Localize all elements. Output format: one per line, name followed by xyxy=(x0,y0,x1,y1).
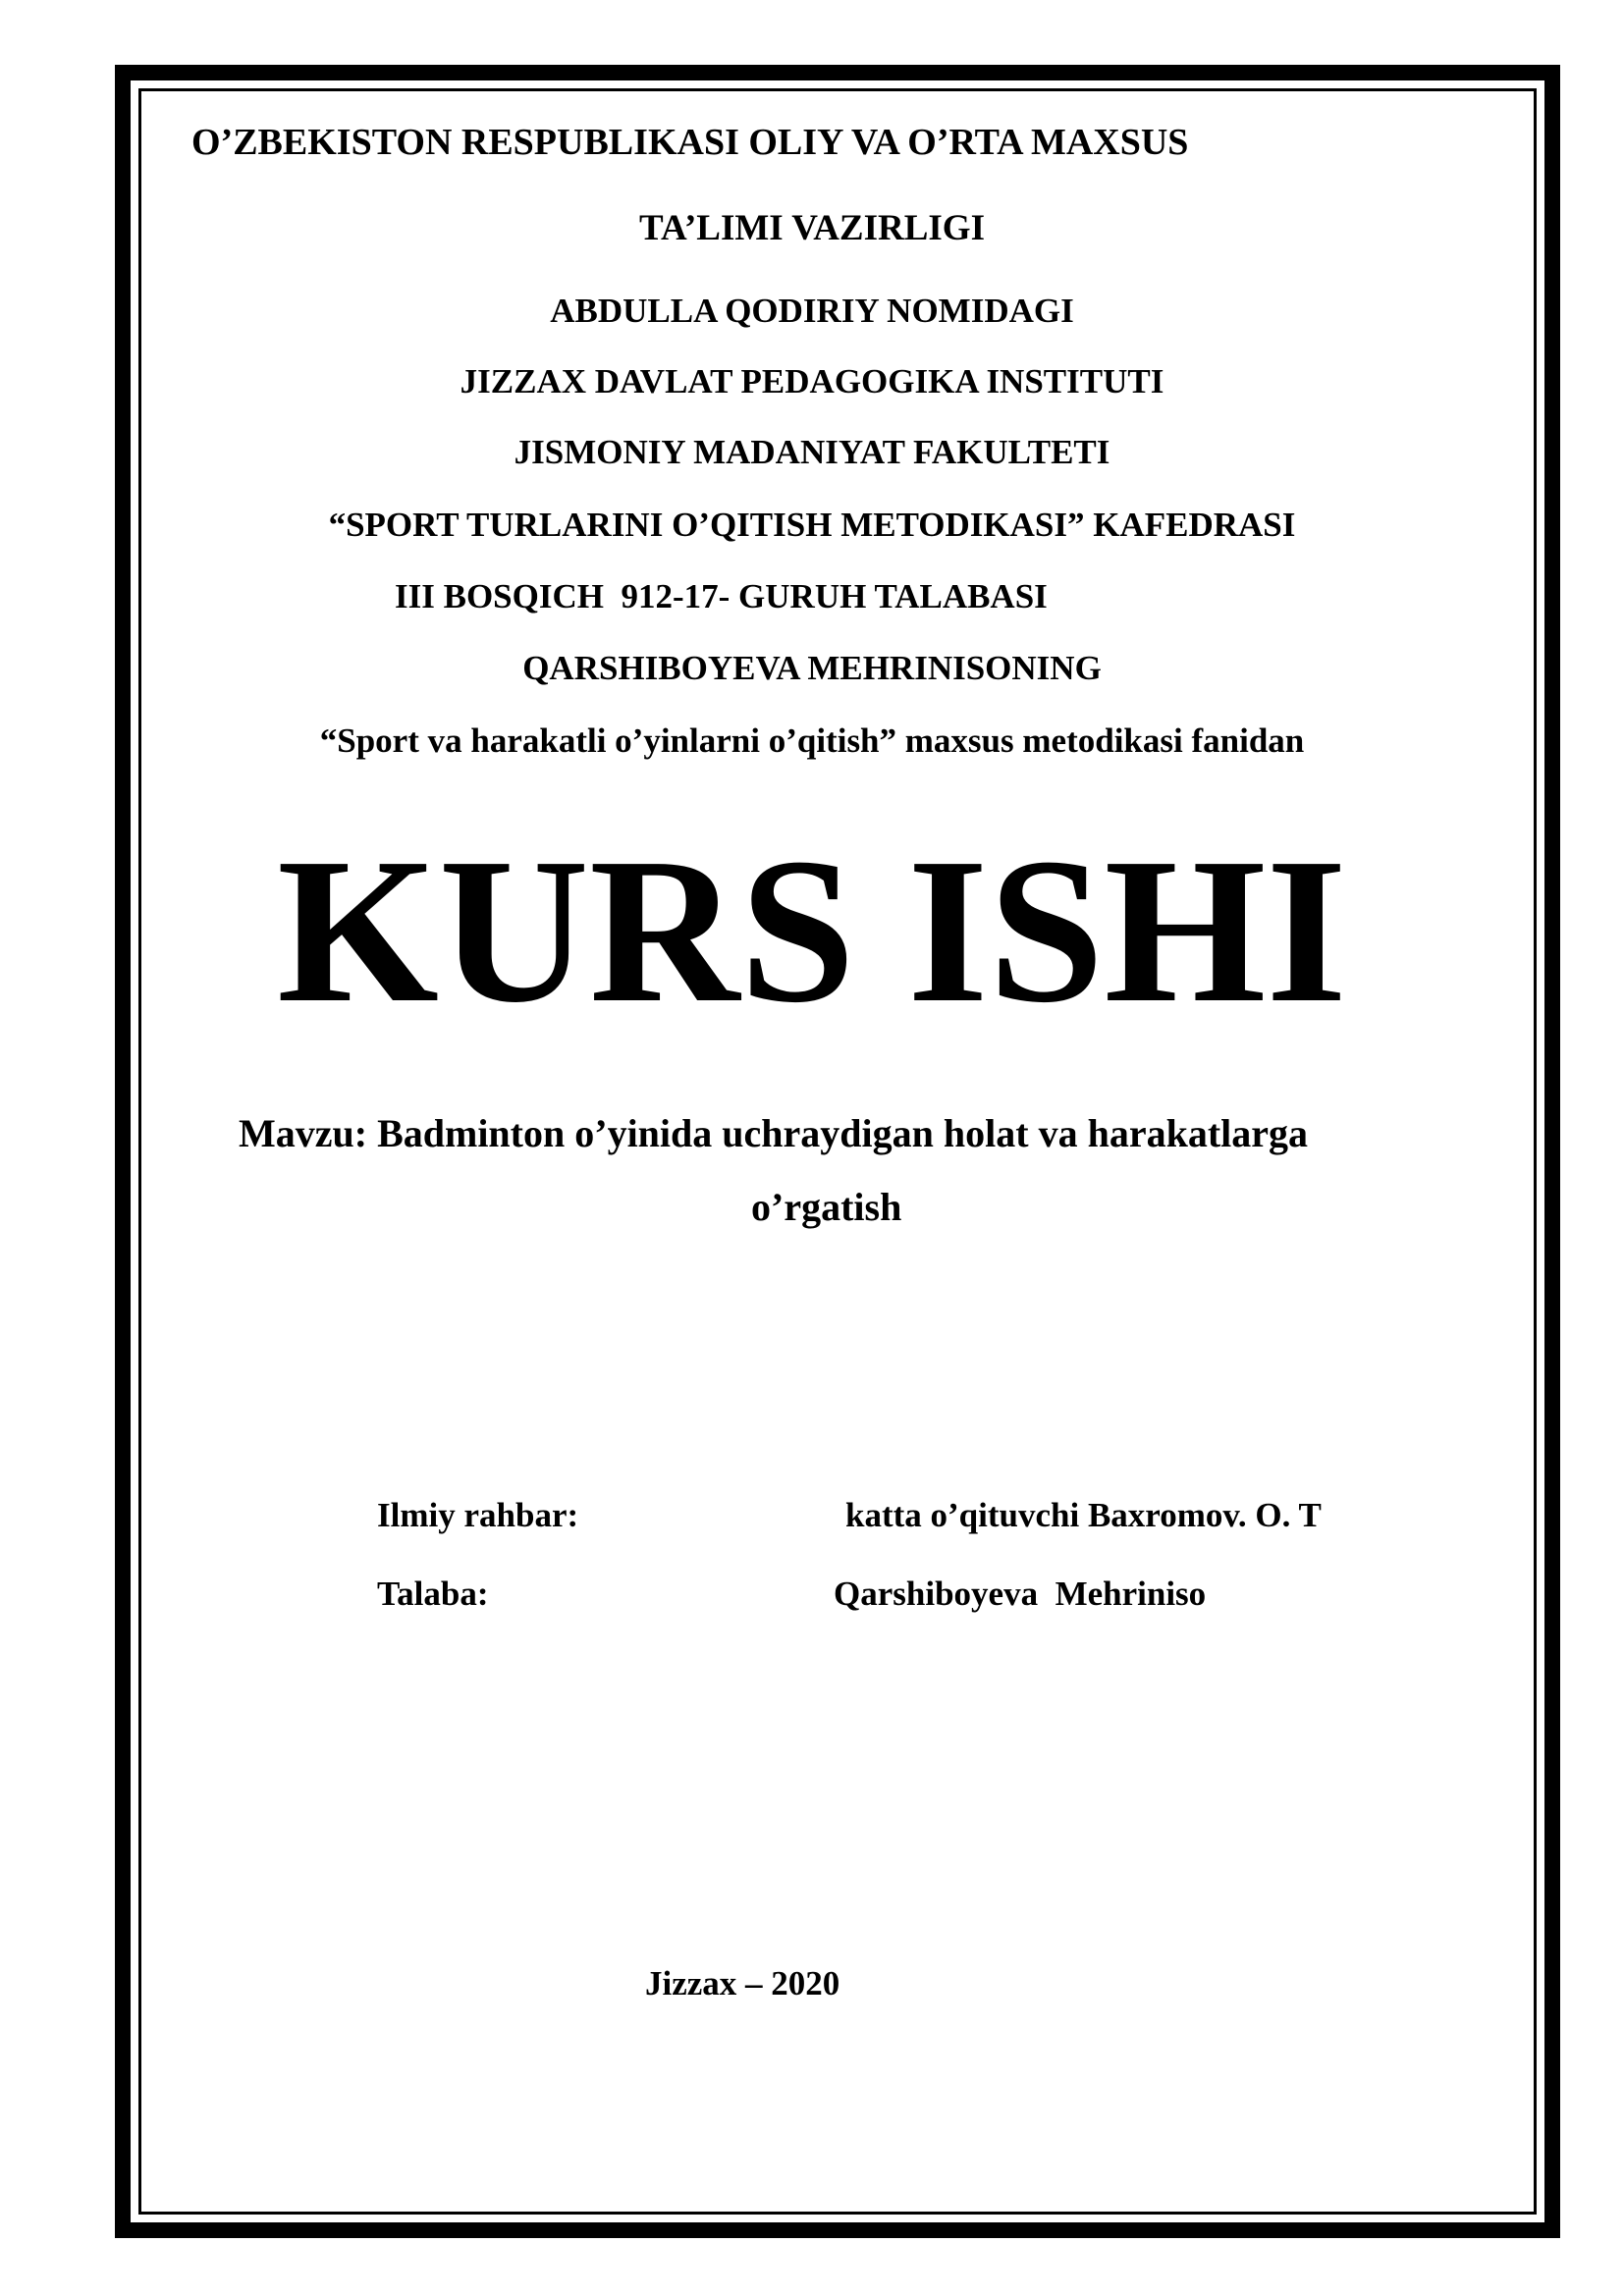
institute-line-2: JIZZAX DAVLAT PEDAGOGIKA INSTITUTI xyxy=(460,362,1164,400)
student-name: QARSHIBOYEVA MEHRINISONING xyxy=(522,649,1102,687)
ministry-line-1: O’ZBEKISTON RESPUBLIKASI OLIY VA O’RTA MAXSUS xyxy=(191,122,1189,163)
supervisor-label: Ilmiy rahbar: xyxy=(377,1496,579,1534)
ministry-line-2: TA’LIMI VAZIRLIGI xyxy=(639,208,985,248)
document-title: KURS ISHI xyxy=(277,815,1347,1045)
institute-line-1: ABDULLA QODIRIY NOMIDAGI xyxy=(550,292,1074,330)
place-year: Jizzax – 2020 xyxy=(645,1964,840,2002)
group: III BOSQICH 912-17- GURUH TALABASI xyxy=(395,577,1048,615)
student-full-name: Qarshiboyeva Mehriniso xyxy=(834,1575,1207,1613)
student-label: Talaba: xyxy=(377,1575,489,1613)
department: “SPORT TURLARINI O’QITISH METODIKASI” KAFEDRASI xyxy=(328,506,1296,544)
faculty: JISMONIY MADANIYAT FAKULTETI xyxy=(514,433,1110,471)
subject: “Sport va harakatli o’yinlarni o’qitish” maxsus metodikasi fanidan xyxy=(319,721,1305,760)
topic-line-2: o’rgatish xyxy=(751,1185,902,1229)
topic-line-1: Mavzu: Badminton o’yinida uchraydigan holat va harakatlarga xyxy=(239,1111,1309,1155)
supervisor-name: katta o’qituvchi Baxromov. O. T xyxy=(845,1496,1322,1534)
